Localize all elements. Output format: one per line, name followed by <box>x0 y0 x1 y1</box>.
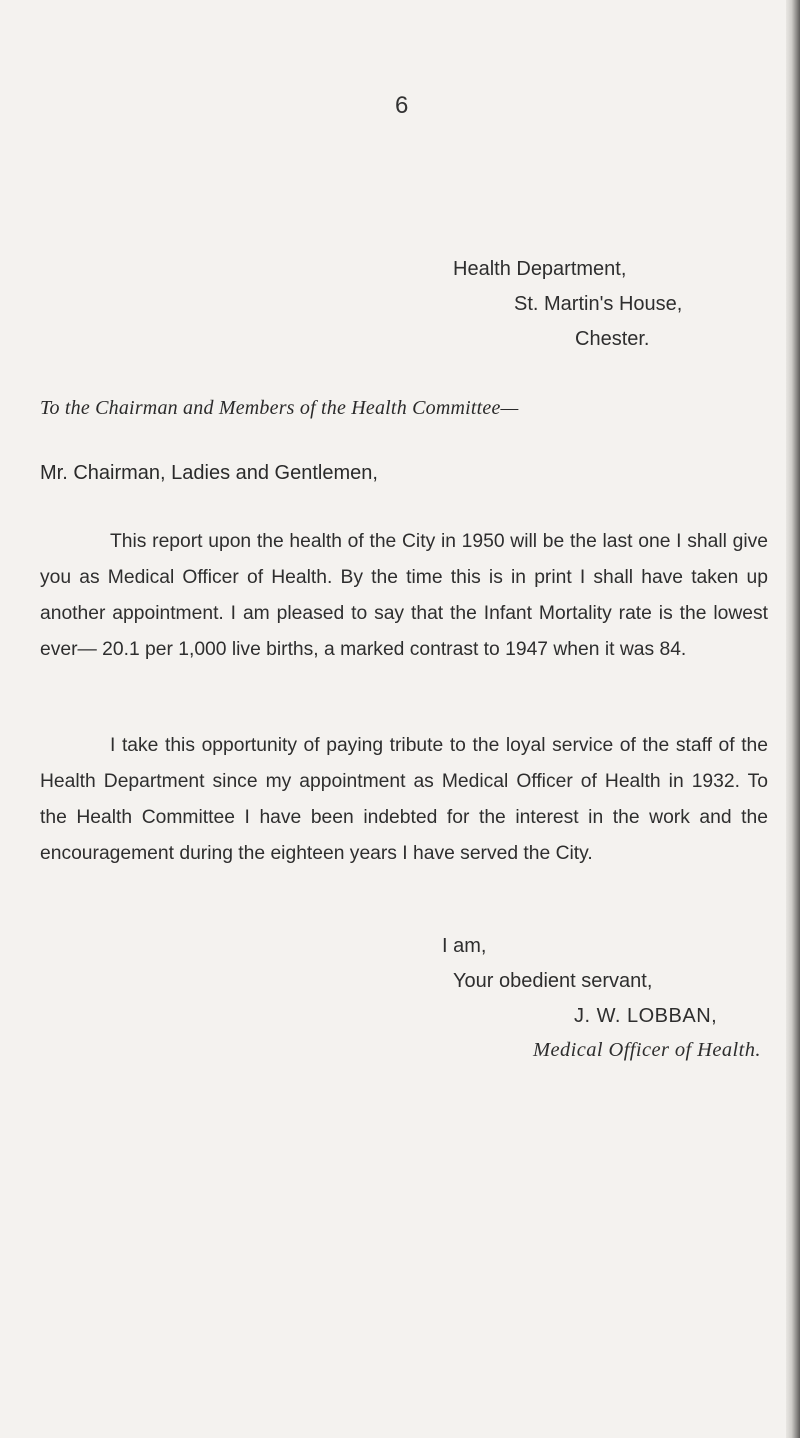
signature-title: Medical Officer of Health. <box>533 1039 761 1061</box>
address-line-house: St. Martin's House, <box>514 293 683 315</box>
committee-salutation: To the Chairman and Members of the Health Committee— <box>40 397 519 419</box>
greeting-line: Mr. Chairman, Ladies and Gentlemen, <box>40 462 378 484</box>
body-paragraph-tribute: I take this opportunity of paying tribute to the loyal service of the staff of the Health Department since my appointment as Medical Officer of Health in 1932. To the Health Committee I have been indebted for the interest in the work and the encouragement during the eighteen years I have served the City. <box>40 735 768 864</box>
page-number: 6 <box>395 92 409 119</box>
page-edge-shadow <box>786 0 800 1438</box>
signature-name: J. W. LOBBAN, <box>574 1005 718 1027</box>
address-line-department: Health Department, <box>453 258 627 280</box>
closing-i-am: I am, <box>442 935 487 957</box>
closing-servant: Your obedient servant, <box>453 970 653 992</box>
address-line-city: Chester. <box>575 328 650 350</box>
body-paragraph-report: This report upon the health of the City in 1950 will be the last one I shall give you as Medical Officer of Health. By the time this is in print I shall have taken up another appointment. I am pleased to say that the Infant Mortality rate is the lowest ever— 20.1 per 1,000 live births, a marked contrast to 1947 when it was 84. <box>40 531 768 660</box>
